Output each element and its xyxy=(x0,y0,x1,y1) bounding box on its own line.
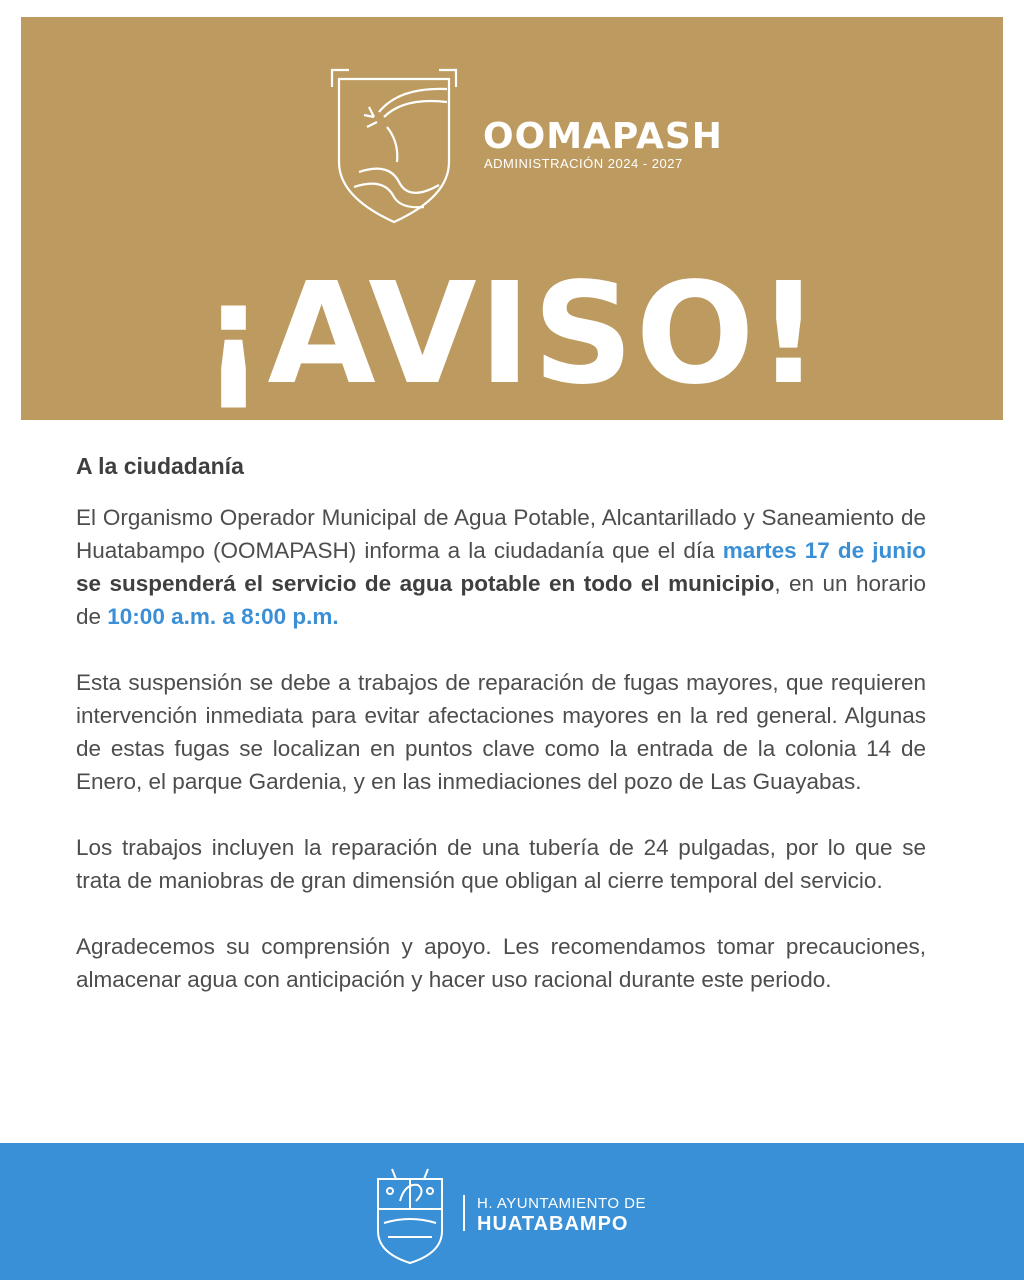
admin-period: ADMINISTRACIÓN 2024 - 2027 xyxy=(484,156,683,171)
suspension-bold: se suspenderá el servicio de agua potable en todo el municipio xyxy=(76,571,775,596)
footer-banner xyxy=(0,1143,1024,1280)
aviso-title: ¡AVISO! xyxy=(201,253,823,416)
paragraph-4: Agradecemos su comprensión y apoyo. Les recomendamos tomar precauciones, almacenar agua con anticipación y hacer uso racional durante este periodo. xyxy=(76,934,926,992)
paragraph-3: Los trabajos incluyen la reparación de una tubería de 24 pulgadas, por lo que se trata de maniobras de gran dimensión que obligan al cierre temporal del servicio. xyxy=(76,835,926,893)
p1-text-c: , en un horario de xyxy=(76,571,926,629)
notice-body xyxy=(76,450,926,1029)
date-highlight: martes 17 de junio xyxy=(722,538,926,563)
paragraph-1 xyxy=(76,501,926,633)
footer-line-2: HUATABAMPO xyxy=(477,1213,629,1235)
paragraph-2: Esta suspensión se debe a trabajos de reparación de fugas mayores, que requieren intervención inmediata para evitar afectaciones mayores en la red general. Algunas de estas fugas se localizan en puntos clave como la entrada de la colonia 14 de Enero, el parque Gardenia, y en las inmediaciones del pozo de Las Guayabas. xyxy=(76,670,926,794)
header-banner xyxy=(21,17,1003,420)
municipal-crest-icon xyxy=(370,1161,450,1265)
greeting: A la ciudadanía xyxy=(76,453,244,479)
footer-divider xyxy=(463,1195,465,1231)
org-name: OOMAPASH xyxy=(483,116,723,157)
p1-text-a: El Organismo Operador Municipal de Agua Potable, Alcantarillado y Saneamiento de Huatabampo (OOMAPASH) informa a la ciudadanía que el día xyxy=(76,505,926,563)
footer-line-1: H. AYUNTAMIENTO DE xyxy=(477,1195,647,1212)
hours-highlight: 10:00 a.m. a 8:00 p.m. xyxy=(107,604,339,629)
deer-shield-logo-icon xyxy=(329,67,459,227)
